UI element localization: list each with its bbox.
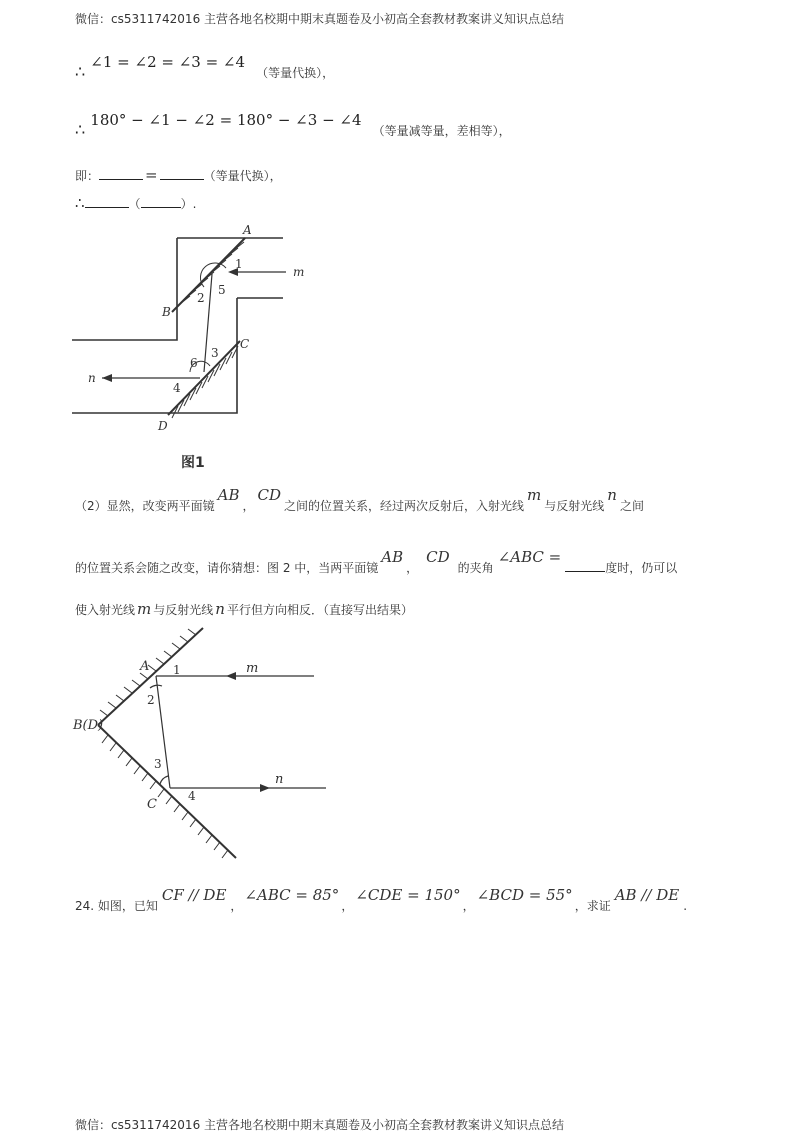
condition-angle-abc: ∠ABC = 85° [244, 886, 340, 904]
answer-blank[interactable] [160, 166, 204, 180]
angle-3-label: 3 [154, 757, 162, 771]
answer-blank[interactable] [99, 166, 143, 180]
q2-line-3 [75, 600, 413, 618]
q2-line-2 [75, 548, 678, 576]
q2-text: 的夹角 [457, 561, 494, 575]
answer-blank[interactable] [565, 558, 605, 572]
q2-text: 平行但方向相反．（直接写出结果） [226, 603, 413, 617]
separator: ， [462, 899, 475, 913]
label-A: A [140, 659, 150, 674]
angle-1-label: 1 [235, 257, 243, 271]
ray-n: n [215, 600, 225, 618]
label-B: B [162, 305, 171, 319]
condition-angle-bcd: ∠BCD = 55° [476, 886, 573, 904]
q2-text: 之间的位置关系，经过两次反射后，入射光线 [284, 499, 525, 513]
comma: ， [406, 561, 419, 575]
q2-text: （2）显然，改变两平面镜 [75, 499, 215, 513]
label-C: C [147, 797, 157, 812]
angle-abc: ∠ABC = [497, 548, 562, 566]
q2-text: 之间 [619, 499, 644, 513]
label-D: D [158, 419, 168, 433]
figure-1-caption: 图1 [181, 455, 205, 471]
ray-m: m [137, 600, 152, 618]
angle-6-label: 6 [190, 356, 198, 370]
angle-2-label: 2 [147, 693, 155, 707]
label-A: A [243, 223, 252, 237]
label-n: n [88, 371, 96, 385]
comma: ， [242, 499, 255, 513]
reason-text: （等量代换）， [256, 66, 335, 80]
q24-number: 24. 如图，已知 [75, 899, 158, 913]
q2-text: 使入射光线 [75, 603, 136, 617]
proof-line-4 [75, 194, 196, 212]
q2-text: 与反射光线 [153, 603, 214, 617]
therefore-symbol: ∴ [75, 120, 86, 139]
mirror-cd: CD [257, 486, 282, 504]
proof-line-2 [75, 111, 511, 139]
separator: ， [230, 899, 243, 913]
mirror-ab: AB [381, 548, 404, 566]
angle-5-label: 5 [218, 283, 226, 297]
paren-close: ）. [180, 197, 197, 211]
reason-text: （等量减等量，差相等）， [372, 124, 511, 138]
page-footer: 微信：cs5311742016 主营各地名校期中期末真题卷及小初高全套教材教案讲义知识点总结 [75, 1118, 565, 1132]
angle-2-label: 2 [197, 291, 205, 305]
arrow-n-icon [102, 374, 112, 382]
period: . [683, 899, 688, 913]
ray-n: n [607, 486, 617, 504]
goal-ab-parallel-de: AB // DE [614, 886, 680, 904]
angle-1-label: 1 [173, 663, 181, 677]
label-m: m [246, 661, 259, 676]
page-header: 微信：cs5311742016 主营各地名校期中期末真题卷及小初高全套教材教案讲义知识点总结 [75, 12, 565, 26]
q2-text: 与反射光线 [544, 499, 605, 513]
therefore-symbol: ∴ [75, 62, 86, 81]
mirror-cd: CD [426, 548, 450, 566]
arrow-m-icon [226, 672, 236, 680]
separator: ， [341, 899, 354, 913]
angle-3-label: 3 [211, 346, 219, 360]
angle-difference: 180° − ∠1 − ∠2 = 180° − ∠3 − ∠4 [90, 111, 362, 129]
proof-line-1 [75, 53, 335, 81]
separator: ，求证 [574, 899, 611, 913]
paren-open: （ [128, 197, 141, 211]
q2-text: 度时，仍可以 [605, 561, 678, 575]
answer-blank[interactable] [85, 194, 129, 208]
q2-line-1 [75, 486, 644, 514]
condition-angle-cde: ∠CDE = 150° [355, 886, 461, 904]
equals-sign: = [145, 166, 158, 184]
ray-m: m [527, 486, 542, 504]
angle-4-label: 4 [188, 789, 196, 803]
angle-4-label: 4 [173, 381, 181, 395]
figure-1-diagram [60, 215, 320, 445]
label-n: n [275, 772, 284, 787]
question-24 [75, 886, 688, 914]
condition-cf-parallel-de: CF // DE [161, 886, 227, 904]
proof-line-3 [75, 166, 282, 184]
therefore-symbol: ∴ [75, 194, 85, 212]
label-BD: B(D) [73, 718, 104, 733]
label-C: C [240, 337, 250, 351]
answer-blank[interactable] [141, 194, 181, 208]
mirror-ab: AB [217, 486, 240, 504]
line-prefix: 即： [75, 169, 100, 183]
angle-equality: ∠1 = ∠2 = ∠3 = ∠4 [90, 53, 246, 71]
figure-2-diagram [70, 618, 340, 863]
arrow-n-icon [260, 784, 270, 792]
q2-text: 的位置关系会随之改变，请你猜想：图 2 中，当两平面镜 [75, 561, 379, 575]
label-m: m [293, 265, 305, 279]
reason-text: （等量代换）， [203, 169, 282, 183]
